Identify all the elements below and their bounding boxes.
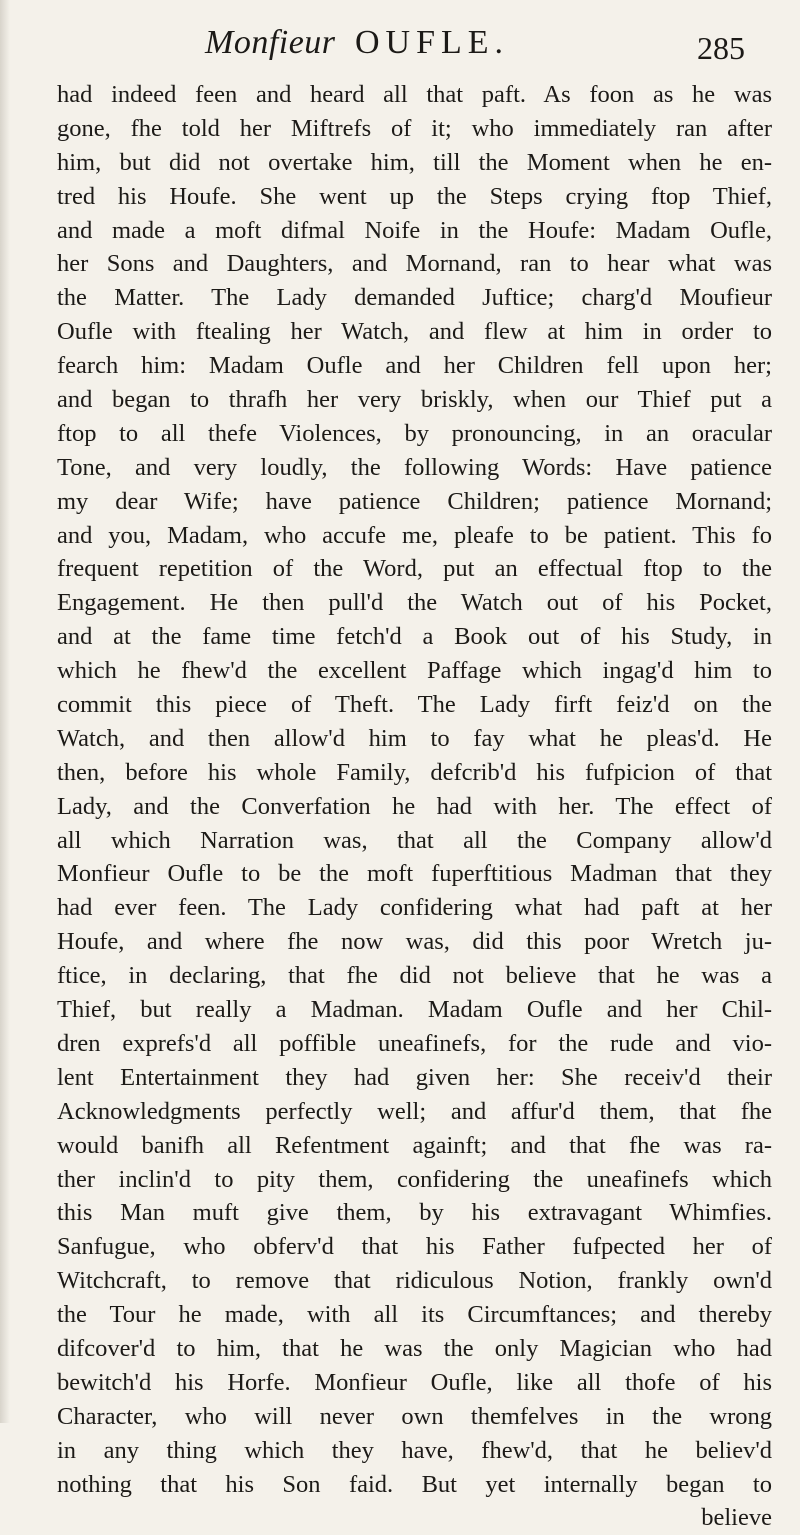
- text-line: Witchcraft, to remove that ridiculous Notion, frankly own'd: [57, 1267, 772, 1295]
- text-line: difcover'd to him, that he was the only Magician who had: [57, 1334, 772, 1362]
- text-line: ftice, in declaring, that fhe did not believe that he was a: [57, 962, 772, 990]
- text-line: fearch him: Madam Oufle and her Children fell upon her;: [57, 352, 772, 380]
- text-line: Oufle with ftealing her Watch, and flew at him in order to: [57, 318, 772, 346]
- text-line: Monfieur Oufle to be the moft fuperftitious Madman that they: [57, 860, 772, 888]
- text-line: my dear Wife; have patience Children; patience Mornand;: [57, 487, 772, 515]
- text-line: frequent repetition of the Word, put an effectual ftop to the: [57, 555, 772, 583]
- text-line: and made a moft difmal Noife in the Houfe: Madam Oufle,: [57, 216, 772, 244]
- text-line: Acknowledgments perfectly well; and affur'd them, that fhe: [57, 1097, 772, 1125]
- text-line: had ever feen. The Lady confidering what had paft at her: [57, 894, 772, 922]
- text-line: and you, Madam, who accufe me, pleafe to be patient. This fo: [57, 521, 772, 549]
- text-line: tred his Houfe. She went up the Steps crying ftop Thief,: [57, 182, 772, 210]
- text-line: Lady, and the Converfation he had with her. The effect of: [57, 792, 772, 820]
- text-line: dren exprefs'd all poffible uneafinefs, for the rude and vio-: [57, 1029, 772, 1057]
- text-line: in any thing which they have, fhew'd, that he believ'd: [57, 1436, 772, 1464]
- text-line: commit this piece of Theft. The Lady firft feiz'd on the: [57, 691, 772, 719]
- page-number: 285: [697, 30, 745, 66]
- text-line: Character, who will never own themfelves in the wrong: [57, 1402, 772, 1430]
- text-line: bewitch'd his Horfe. Monfieur Oufle, like all thofe of his: [57, 1368, 772, 1396]
- text-line: nothing that his Son faid. But yet internally began to: [57, 1470, 772, 1498]
- text-line: him, but did not overtake him, till the Moment when he en-: [57, 148, 772, 176]
- text-line: Watch, and then allow'd him to fay what he pleas'd. He: [57, 724, 772, 752]
- body-text: [57, 78, 772, 1535]
- text-line: which he fhew'd the excellent Paffage which ingag'd him to: [57, 657, 772, 685]
- text-line: then, before his whole Family, defcrib'd his fufpicion of that: [57, 758, 772, 786]
- text-line: the Matter. The Lady demanded Juftice; charg'd Moufieur: [57, 284, 772, 312]
- page-gutter-shadow: [0, 0, 10, 1423]
- text-line: Tone, and very loudly, the following Words: Have patience: [57, 453, 772, 481]
- text-line: believe: [701, 1504, 772, 1532]
- running-head: [0, 10, 800, 80]
- text-line: gone, fhe told her Miftrefs of it; who immediately ran after: [57, 114, 772, 142]
- text-line: the Tour he made, with all its Circumftances; and thereby: [57, 1301, 772, 1329]
- text-line: Sanfugue, who obferv'd that his Father fufpected her of: [57, 1233, 772, 1261]
- text-line: ther inclin'd to pity them, confidering the uneafinefs which: [57, 1165, 772, 1193]
- text-line: had indeed feen and heard all that paft. As foon as he was: [57, 81, 772, 108]
- text-line: ftop to all thefe Violences, by pronouncing, in an oracular: [57, 419, 772, 447]
- text-line: Thief, but really a Madman. Madam Oufle and her Chil-: [57, 996, 772, 1024]
- text-line: all which Narration was, that all the Company allow'd: [57, 826, 772, 854]
- text-line: Houfe, and where fhe now was, did this poor Wretch ju-: [57, 928, 772, 956]
- running-head-name: OUFLE.: [355, 24, 510, 61]
- text-line: her Sons and Daughters, and Mornand, ran to hear what was: [57, 250, 772, 278]
- text-line: Engagement. He then pull'd the Watch out of his Pocket,: [57, 589, 772, 617]
- text-line: would banifh all Refentment againft; and that fhe was ra-: [57, 1131, 772, 1159]
- text-line: lent Entertainment they had given her: She receiv'd their: [57, 1063, 772, 1091]
- text-line: and began to thrafh her very briskly, when our Thief put a: [57, 386, 772, 414]
- running-head-title: Monfieur: [205, 24, 336, 61]
- text-line: and at the fame time fetch'd a Book out of his Study, in: [57, 623, 772, 651]
- text-line: this Man muft give them, by his extravagant Whimfies.: [57, 1199, 772, 1227]
